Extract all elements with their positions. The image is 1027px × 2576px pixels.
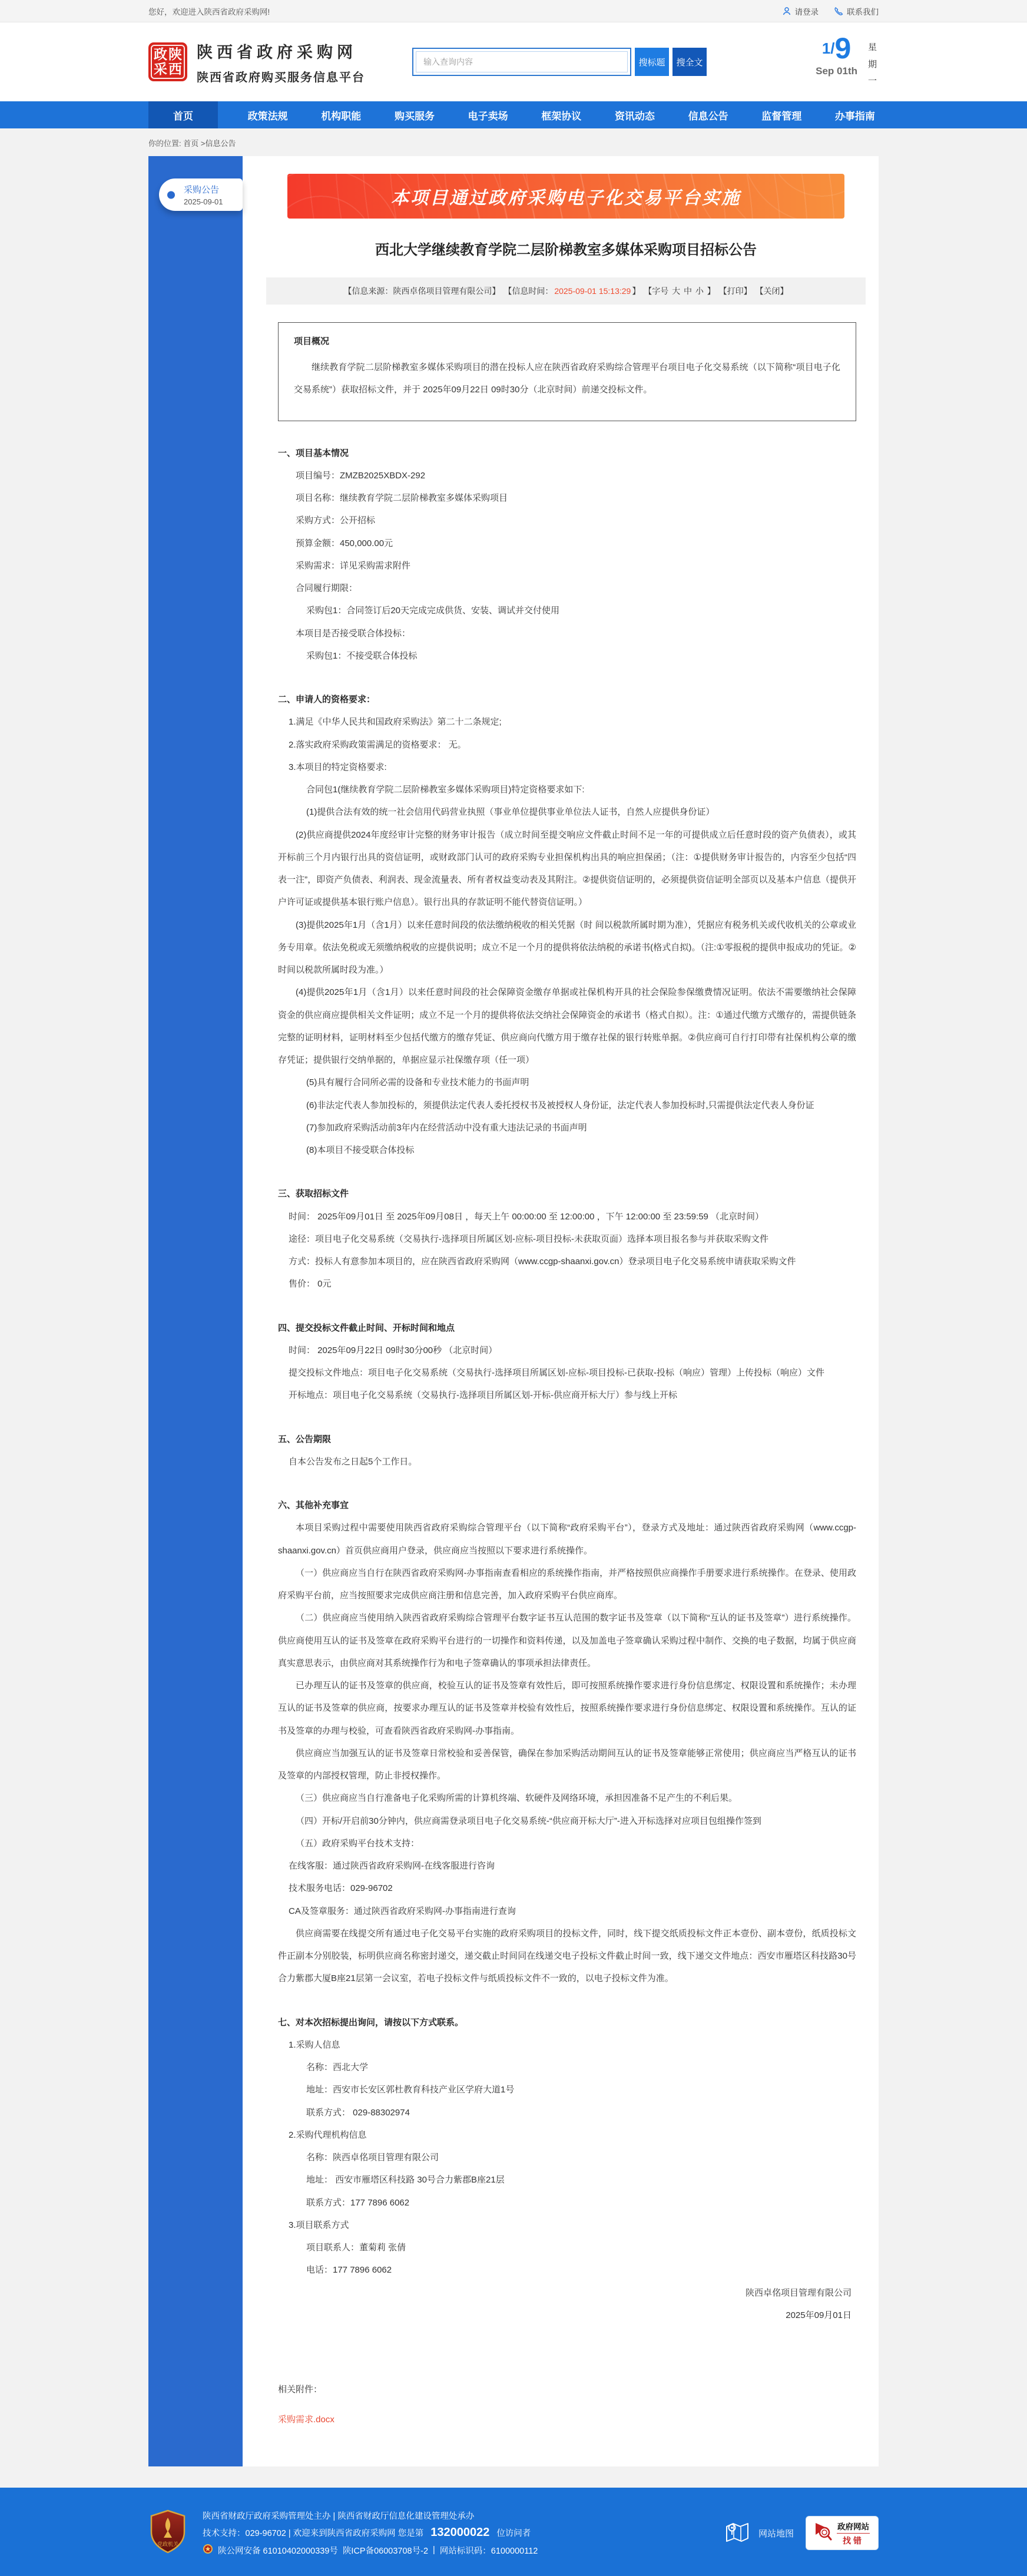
divider bbox=[837, 2533, 870, 2534]
article-paragraph: 本项目是否接受联合体投标： bbox=[296, 628, 411, 639]
article-paragraph: 采购方式：公开招标 bbox=[296, 515, 376, 526]
login-link[interactable]: 请登录 bbox=[782, 5, 819, 17]
article-paragraph: 供应商需要在线提交所有通过电子化交易平台实施的政府采购项目的投标文件，同时，线下提交纸质投标文件正本壹份、副本壹份，纸质投标文件正副本分别胶装，标明供应商名称密封递交，递交截止时间同在线递交电子投标文件截止时间一致，线下递交文件地点：西安市雁塔区科技路30号合力紫郡大厦B座21层第一会议室，若电子投标文件与纸质投标文件不一致的，以电子投标文件为准。 bbox=[278, 1928, 856, 1984]
breadcrumb-current[interactable]: 信息公告 bbox=[205, 139, 236, 148]
article-paragraph: 预算金额：450,000.00元 bbox=[296, 538, 393, 548]
article-paragraph: 在线客服：通过陕西省政府采购网-在线客服进行咨询 bbox=[289, 1861, 495, 1871]
search-area bbox=[412, 48, 707, 76]
article-paragraph: 合同包1(继续教育学院二层阶梯教室多媒体采购项目)特定资格要求如下: bbox=[306, 785, 585, 795]
article-paragraph: 地址：西安市长安区郭杜教育科技产业区学府大道1号 bbox=[306, 2085, 515, 2095]
article-paragraph: 方式：投标人有意参加本项目的，应在陕西省政府采购网（www.ccgp-shaanxi.gov.cn）登录项目电子化交易系统申请获取采购文件 bbox=[289, 1256, 796, 1266]
sidebar-item-procurement-announcement[interactable]: 采购公告 2025-09-01 bbox=[159, 178, 243, 211]
article-paragraph: （三）供应商应当自行准备电子化采购所需的计算机终端、软硬件及网络环境，承担因准备不足产生的不利后果。 bbox=[296, 1793, 738, 1804]
user-icon bbox=[782, 6, 791, 16]
section-heading: 三、获取招标文件 bbox=[278, 1189, 349, 1199]
article-paragraph: 3.项目联系方式 bbox=[289, 2220, 349, 2230]
article-paragraph: （四）开标/开启前30分钟内，供应商需登录项目电子化交易系统-“供应商开标大厅”-进入开标选择对应项目包组操作签到 bbox=[296, 1816, 761, 1826]
article-paragraph: (2)供应商提供2024年度经审计完整的财务审计报告（成立时间至提交响应文件截止时间不足一年的可提供成立后任意时段的资产负债表），或其开标前三个月内银行出具的资信证明，或财政部门认可的政府采购专业担保机构出具的响应担保函；（注：①提供财务审计报告的，内容至少包括“四表一注”，即资产负债表、利润表、现金流量表、所有者权益变动表及其附注。②提供资信证明的，必须提供资信证明全部页以及基本户信息（提供开户许可证或提供基本银行账户信息）。银行出具的存款证明不能代替资信证明。） bbox=[278, 829, 856, 908]
icp-number[interactable]: 陕ICP备06003708号-2 bbox=[342, 2546, 429, 2556]
article-paragraph: (7)参加政府采购活动前3年内在经营活动中没有重大违法记录的书面声明 bbox=[306, 1122, 587, 1133]
site-code: 网站标识码：6100000112 bbox=[439, 2546, 538, 2556]
svg-text:党政机关: 党政机关 bbox=[157, 2541, 179, 2547]
article-paragraph: 陕西卓佲项目管理有限公司 bbox=[745, 2287, 852, 2298]
sitemap-link[interactable]: 网站地图 bbox=[724, 2519, 794, 2547]
meta-time: 2025-09-01 15:13:29 bbox=[554, 286, 631, 296]
article-meta-bar: 【信息来源：陕西卓佲项目管理有限公司】 【信息时间： 2025-09-01 15:13:29 】 【字号 大 中 小 】 【打印】 【关闭】 bbox=[266, 277, 866, 305]
site-logo bbox=[148, 39, 365, 85]
article-paragraph: 名称：西北大学 bbox=[306, 2062, 369, 2072]
nav-item-supervision[interactable]: 监督管理 bbox=[761, 110, 802, 122]
article-body bbox=[278, 442, 856, 2327]
article-paragraph: 1.采购人信息 bbox=[289, 2039, 340, 2050]
article-paragraph: 电话：177 7896 6062 bbox=[306, 2265, 392, 2276]
article-paragraph: 项目编号：ZMZB2025XBDX-292 bbox=[296, 470, 426, 481]
article-paragraph: 已办理互认的证书及签章的供应商，校验互认的证书及签章有效性后，即可按照系统操作要求进行身份信息绑定、权限设置和系统操作；未办理互认的证书及签章的供应商，按要求办理互认的证书及签章并校验有效性后，按照系统操作要求进行身份信息绑定、权限设置和系统操作。互认的证书及签章的办理与校验，可查看陕西省政府采购网-办事指南。 bbox=[278, 1681, 856, 1736]
nav-item-announcements[interactable]: 信息公告 bbox=[688, 110, 728, 122]
fontsize-small-button[interactable]: 小 bbox=[695, 286, 704, 296]
platform-banner: 本项目通过政府采购电子化交易平台实施 bbox=[287, 174, 845, 219]
article-paragraph: 采购包1：不接受联合体投标 bbox=[306, 650, 418, 661]
article-paragraph: （一）供应商应当自行在陕西省政府采购网-办事指南查看相应的系统操作指南，并严格按照供应商操作手册要求进行系统操作。在登录、使用政府采购平台前，应当按照要求完成供应商注册和信息完善，加入政府采购平台供应商库。 bbox=[278, 1568, 856, 1601]
beian-number[interactable]: 陕公网安备 61010402000339号 bbox=[218, 2546, 338, 2556]
article-paragraph: 2.落实政府采购政策需满足的资格要求： 无。 bbox=[289, 739, 466, 750]
nav-item-home[interactable]: 首页 bbox=[148, 101, 218, 128]
section-heading: 六、其他补充事宜 bbox=[278, 1500, 349, 1510]
article-paragraph: 供应商应当加强互认的证书及签章日常校验和妥善保管，确保在参加采购活动期间互认的证书及签章能够正常使用；供应商应当严格互认的证书及签章的内部授权管理，防止非授权操作。 bbox=[278, 1748, 856, 1781]
site-subtitle: 陕西省政府购买服务信息平台 bbox=[197, 71, 365, 84]
article-paragraph: （五）政府采购平台技术支持： bbox=[296, 1838, 420, 1848]
date-widget bbox=[816, 34, 879, 90]
party-government-badge-icon bbox=[148, 2509, 187, 2557]
section-heading: 二、申请人的资格要求： bbox=[278, 695, 376, 705]
article-paragraph: 途径：项目电子化交易系统（交易执行-选择项目所属区划-应标-项目投标-未获取页面）选择本项目报名参与并获取采购文件 bbox=[289, 1234, 768, 1244]
nav-item-policy[interactable]: 政策法规 bbox=[247, 110, 288, 122]
magnifier-flag-icon bbox=[814, 2522, 832, 2545]
content-card bbox=[148, 156, 879, 2466]
search-input[interactable] bbox=[416, 51, 628, 72]
article-paragraph: (8)本项目不接受联合体投标 bbox=[306, 1145, 415, 1155]
article-paragraph: (6)非法定代表人参加投标的，须提供法定代表人委托授权书及被授权人身份证，法定代表人参加投标时,只需提供法定代表人身份证 bbox=[306, 1100, 814, 1110]
section-heading: 四、提交投标文件截止时间、开标时间和地点 bbox=[278, 1322, 455, 1333]
article-paragraph: 本项目采购过程中需要使用陕西省政府采购综合管理平台（以下简称“政府采购平台”），登录方式及地址：通过陕西省政府采购网（www.ccgp-shaanxi.gov.cn）首页供应商用户登录，供应商应当按照以下要求进行系统操作。 bbox=[278, 1523, 856, 1556]
article-paragraph: 时间： 2025年09月01日 至 2025年09月08日 ，每天上午 00:00:00 至 12:00:00 ，下午 12:00:00 至 23:59:59 （北京时间） bbox=[289, 1211, 764, 1222]
article-paragraph: 2025年09月01日 bbox=[786, 2310, 852, 2320]
left-sidebar bbox=[148, 156, 243, 2466]
date-english: Sep 01th bbox=[816, 65, 857, 77]
weekday-label: 星期一 bbox=[868, 42, 877, 87]
article-paragraph: (4)提供2025年1月（含1月）以来任意时间段的社会保障资金缴存单据或社保机构开具的社会保险参保缴费情况证明。依法不需要缴纳社会保障资金的供应商应提供相关文件证明；成立不足一个月的提供将依法交纳社会保障资金的承诺书（格式自拟）。注：①通过代缴方式缴存的，需提供链条完整的证明材料，证明材料至少包括代缴方的缴存凭证、供应商向代缴方用于缴存社保的银行转账单据。②供应商可自行打印带有社保机构公章的缴存凭证；提供银行交纳单据的，单据应显示社保缴存项（任一项） bbox=[278, 987, 856, 1065]
phone-icon bbox=[834, 6, 843, 16]
article-paragraph: 时间： 2025年09月22日 09时30分00秒 （北京时间） bbox=[289, 1345, 498, 1355]
contact-link[interactable]: 联系我们 bbox=[834, 5, 879, 17]
breadcrumb-separator: > bbox=[200, 139, 206, 148]
article-paragraph: 地址： 西安市雁塔区科技路 30号合力紫郡B座21层 bbox=[306, 2175, 505, 2185]
police-badge-icon bbox=[203, 2544, 213, 2557]
main-nav bbox=[0, 101, 1027, 128]
attachments-label: 相关附件： bbox=[278, 2385, 323, 2395]
footer-line3: 陕公网安备 61010402000339号 陕ICP备06003708号-2 | 网站标识码：6100000112 bbox=[203, 2544, 538, 2557]
overview-text: 继续教育学院二层阶梯教室多媒体采购项目的潜在投标人应在陕西省政府采购综合管理平台项目电子化交易系统（以下简称“项目电子化交易系统”）获取招标文件，并于 2025年09月22日 09时30分（北京时间）前递交投标文件。 bbox=[294, 362, 840, 395]
article-paragraph: 1.满足《中华人民共和国政府采购法》第二十二条规定; bbox=[289, 717, 502, 728]
article-paragraph: 采购需求：详见采购需求附件 bbox=[296, 560, 411, 571]
map-icon bbox=[724, 2519, 750, 2547]
project-overview-box bbox=[278, 322, 856, 421]
article-paragraph: 3.本项目的特定资格要求: bbox=[289, 762, 387, 772]
close-button[interactable]: 【关闭】 bbox=[755, 286, 789, 296]
article-paragraph: 合同履行期限： bbox=[296, 583, 358, 593]
attachments-section bbox=[278, 2383, 856, 2425]
utility-bar bbox=[0, 0, 1027, 22]
article-paragraph: 提交投标文件地点：项目电子化交易系统（交易执行-选择项目所属区划-应标-项目投标-已获取-投标（响应）管理）上传投标（响应）文件 bbox=[289, 1368, 824, 1378]
page-title: 西北大学继续教育学院二层阶梯教室多媒体采购项目招标公告 bbox=[375, 242, 757, 258]
section-heading: 七、对本次招标提出询问，请按以下方式联系。 bbox=[278, 2017, 464, 2028]
overview-heading: 项目概况 bbox=[294, 336, 330, 346]
welcome-text: 您好，欢迎进入陕西省政府采购网! bbox=[148, 7, 270, 16]
article-paragraph: 项目联系人：董菊莉 张倩 bbox=[306, 2243, 406, 2253]
breadcrumb-home[interactable]: 首页 bbox=[183, 139, 199, 148]
seal-logo-icon: 政 陕 采 西 bbox=[148, 42, 187, 81]
article-paragraph: 技术服务电话：029-96702 bbox=[289, 1883, 393, 1894]
article-paragraph: 名称：陕西卓佲项目管理有限公司 bbox=[306, 2152, 439, 2162]
visitor-count: 132000022 bbox=[430, 2526, 490, 2539]
fontsize-large-button[interactable]: 大 bbox=[672, 286, 681, 296]
section-heading: 一、项目基本情况 bbox=[278, 448, 349, 458]
footer-line1: 陕西省财政厅政府采购管理处主办 | 陕西省财政厅信息化建设管理处承办 bbox=[203, 2512, 475, 2521]
article-paragraph: 采购包1：合同签订后20天完成完成供货、安装、调试并交付使用 bbox=[306, 606, 560, 616]
article-main bbox=[243, 156, 879, 2466]
article-paragraph: 售价： 0元 bbox=[289, 1279, 332, 1289]
date-day: 9 bbox=[834, 32, 852, 65]
article-paragraph: 开标地点：项目电子化交易系统（交易执行-选择项目所属区划-开标-供应商开标大厅）参与线上开标 bbox=[289, 1390, 677, 1401]
article-paragraph: 自本公告发布之日起5个工作日。 bbox=[289, 1456, 418, 1467]
article-paragraph: (1)提供合法有效的统一社会信用代码营业执照（事业单位提供事业单位法人证书，自然人应提供身份证） bbox=[306, 807, 715, 818]
nav-item-functions[interactable]: 机构职能 bbox=[321, 110, 362, 122]
nav-item-e-market[interactable]: 电子卖场 bbox=[468, 110, 508, 122]
search-title-button[interactable]: 搜标题 bbox=[635, 48, 669, 76]
article-paragraph: 联系方式：177 7896 6062 bbox=[306, 2197, 410, 2208]
nav-item-framework[interactable]: 框架协议 bbox=[541, 110, 582, 122]
gov-site-error-report-badge[interactable]: 政府网站 找错 bbox=[806, 2516, 879, 2550]
section-heading: 五、公告期限 bbox=[278, 1434, 332, 1444]
article-paragraph: （二）供应商应当使用纳入陕西省政府采购综合管理平台数字证书互认范围的数字证书及签章（以下简称“互认的证书及签章”）进行系统操作。供应商使用互认的证书及签章在政府采购平台进行的一切操作和资料传递，以及加盖电子签章确认采购过程中制作、交换的电子数据，均属于供应商真实意思表示，由供应商对其系统操作行为和电子签章确认的事项承担法律责任。 bbox=[278, 1613, 856, 1668]
meta-source: 【信息来源：陕西卓佲项目管理有限公司】 bbox=[343, 286, 501, 296]
attachment-link[interactable]: 采购需求.docx bbox=[278, 2415, 334, 2425]
article-paragraph: 2.采购代理机构信息 bbox=[289, 2129, 367, 2140]
breadcrumb: 你的位置: 首页 >信息公告 bbox=[148, 139, 236, 148]
footer-line2: 技术支持：029-96702 | 欢迎来到陕西省政府采购网 您是第 132000022 位访问者 bbox=[203, 2526, 531, 2539]
fontsize-medium-button[interactable]: 中 bbox=[684, 286, 692, 296]
site-footer bbox=[0, 2488, 1027, 2576]
article-paragraph: 联系方式： 029-88302974 bbox=[306, 2107, 410, 2118]
site-header bbox=[0, 22, 1027, 101]
article-paragraph: (3)提供2025年1月（含1月）以来任意时间段的依法缴纳税收的相关凭据（时 间以税款所属时期为准），凭据应有税务机关或代收机关的公章或业务专用章。依法免税或无须缴纳税收的应提供说明；成立不足一个月的提供将依法纳税的承诺书(格式自拟)。（注:①零报税的提供申报成功的凭证。②时间以税款所属时段为准。） bbox=[278, 920, 856, 975]
article-paragraph: CA及签章服务：通过陕西省政府采购网-办事指南进行查询 bbox=[289, 1906, 516, 1916]
search-fulltext-button[interactable]: 搜全文 bbox=[672, 48, 707, 76]
nav-item-guide[interactable]: 办事指南 bbox=[834, 110, 875, 122]
date-prefix: 1/ bbox=[821, 39, 835, 58]
print-button[interactable]: 【打印】 bbox=[718, 286, 752, 296]
nav-item-purchase-service[interactable]: 购买服务 bbox=[394, 110, 435, 122]
article-paragraph: 项目名称：继续教育学院二层阶梯教室多媒体采购项目 bbox=[296, 493, 508, 503]
site-title: 陕西省政府采购网 bbox=[197, 43, 357, 61]
article-paragraph: (5)具有履行合同所必需的设备和专业技术能力的书面声明 bbox=[306, 1077, 529, 1088]
nav-item-news[interactable]: 资讯动态 bbox=[614, 110, 655, 122]
